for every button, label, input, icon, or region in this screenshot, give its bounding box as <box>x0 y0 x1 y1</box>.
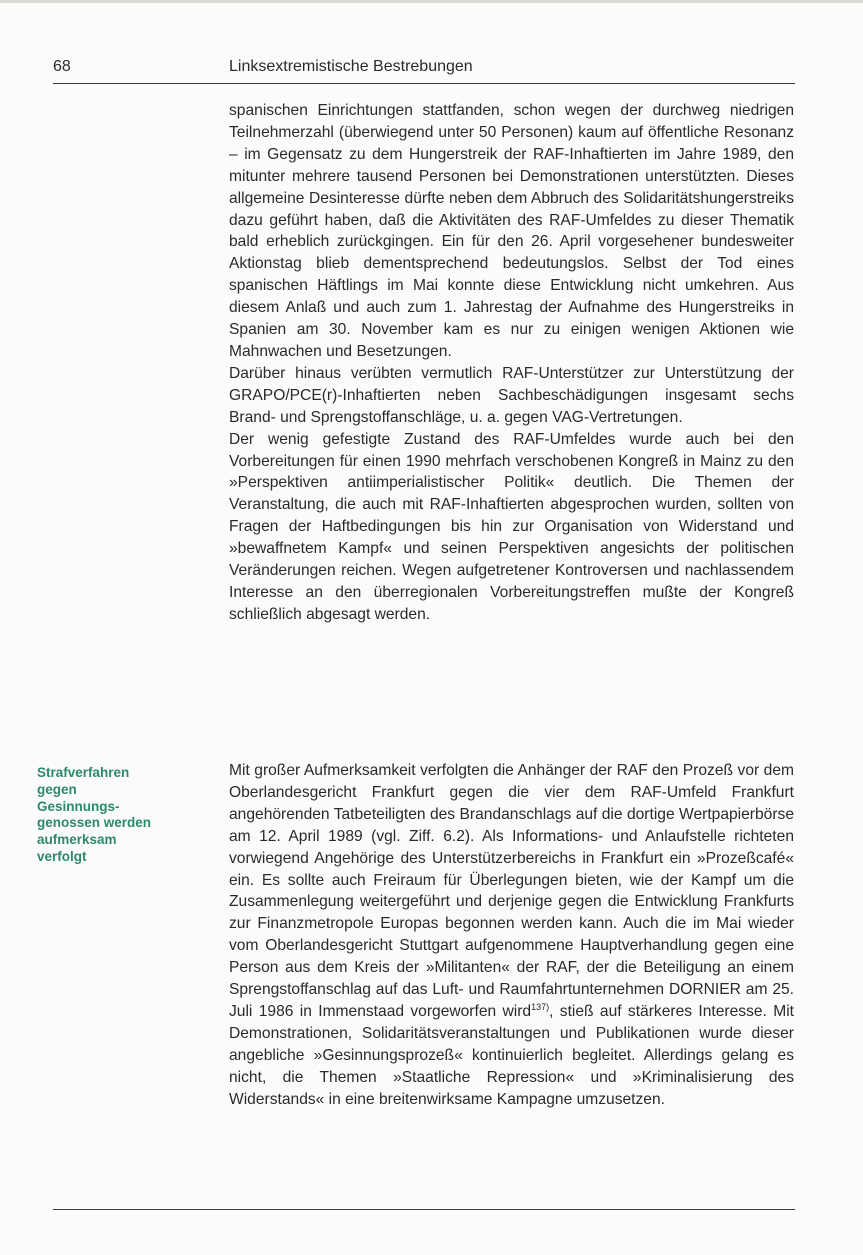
margin-note <box>37 765 202 866</box>
paragraph <box>229 760 794 1111</box>
page-number: 68 <box>53 58 71 75</box>
paragraph: Der wenig gefestigte Zustand des RAF-Umfeldes wurde auch bei den Vorbereitungen für einen 1990 mehrfach verschobenen Kongreß in Mainz zu den »Perspektiven antiimperialistischer Politik« deutlich. Die Themen der Veranstaltung, die auch mit RAF-Inhaftierten abgesprochen wurden, sollten von Fragen der Haftbedingungen bis hin zur Organisation von Widerstand und »bewaffnetem Kampf« und seinen Perspektiven angesichts der politischen Veränderungen reichen. Wegen aufgetretener Kontroversen und nachlassendem Interesse an den überregionalen Vorbereitungstreffen mußte der Kongreß schließlich abgesagt werden. <box>229 430 794 623</box>
page-top-edge <box>0 0 863 3</box>
margin-note-line: genossen werden <box>37 815 152 831</box>
body-text-upper <box>229 100 794 626</box>
footer-rule <box>53 1209 795 1210</box>
paragraph: spanischen Einrichtungen stattfanden, schon wegen der durchweg niedrigen Teilnehmerzahl (überwiegend unter 50 Personen) kaum auf öffentliche Resonanz – im Gegensatz zu dem Hungerstreik der RAF-Inhaftierten im Jahre 1989, den mitunter mehrere tausend Personen bei Demonstrationen unterstützten. Dieses allgemeine Desinteresse dürfte neben dem Abbruch des Solidaritätshungerstreiks dazu geführt haben, daß die Aktivitäten des RAF-Umfeldes zu dieser Thematik bald erheblich zurückgingen. Ein für den 26. April vorgesehener bundesweiter Aktionstag blieb dementsprechend bedeutungslos. Selbst der Tod eines spanischen Häftlings im Mai konnte diese Entwicklung nicht umkehren. Aus diesem Anlaß und auch zum 1. Jahrestag der Aufnahme des Hungerstreiks in Spanien am 30. November kam es nur zu einigen wenigen Aktionen wie Mahnwachen und Besetzungen. <box>229 102 794 360</box>
footnote-reference: 137) <box>531 1001 550 1012</box>
paragraph: Darüber hinaus verübten vermutlich RAF-Unterstützer zur Unterstützung der GRAPO/PCE(r)-Inhaftierten neben Sachbeschädigungen insgesamt sechs Brand- und Sprengstoffanschläge, u. a. gegen VAG-Vertretungen. <box>229 364 794 426</box>
margin-note-line: verfolgt <box>37 848 87 864</box>
margin-note-line: gegen <box>37 781 77 797</box>
margin-note-line: aufmerksam <box>37 832 117 848</box>
margin-note-line: Strafverfahren <box>37 765 130 780</box>
paragraph-text: Mit großer Aufmerksamkeit verfolgten die Anhänger der RAF den Prozeß vor dem Oberlandesgericht Frankfurt gegen die vier dem RAF-Umfeld Frankfurt angehörenden Tatbeteiligten des Brandanschlags auf die dortige Wertpapierbörse am 12. April 1989 (vgl. Ziff. 6.2). Als Informations- und Anlaufstelle richteten vorwiegend Angehörige des Unterstützerbereichs in Frankfurt ein »Prozeßcafé« ein. Es sollte auch Freiraum für Überlegungen bieten, wie der Kampf um die Zusammenlegung weitergeführt und derjenige gegen die Entwicklung Frankfurts zur Finanzmetropole Europas begonnen werden kann. Auch die im Mai wieder vom Oberlandesgericht Stuttgart aufgenommene Hauptverhandlung gegen eine Person aus dem Kreis der »Militanten« der RAF, der die Beteiligung an einem Sprengstoffanschlag auf das Luft- und Raumfahrtunternehmen DORNIER am 25. Juli 1986 in Immenstaad vorgeworfen wird <box>229 762 794 1020</box>
margin-note-line: Gesinnungs- <box>37 798 120 814</box>
body-text-lower <box>229 760 794 1111</box>
running-head: Linksextremistische Bestrebungen <box>229 58 473 75</box>
header-rule <box>53 83 795 84</box>
paragraph-text: , stieß auf stärkeres Interesse. Mit Demonstrationen, Solidaritätsveranstaltungen und Publikationen wurde dieser angebliche »Gesinnungsprozeß« kontinuierlich begleitet. Allerdings gelang es nicht, die Themen »Staatliche Repression« und »Kriminalisierung des Widerstands« in eine breitenwirksame Kampagne umzusetzen. <box>229 1002 794 1108</box>
